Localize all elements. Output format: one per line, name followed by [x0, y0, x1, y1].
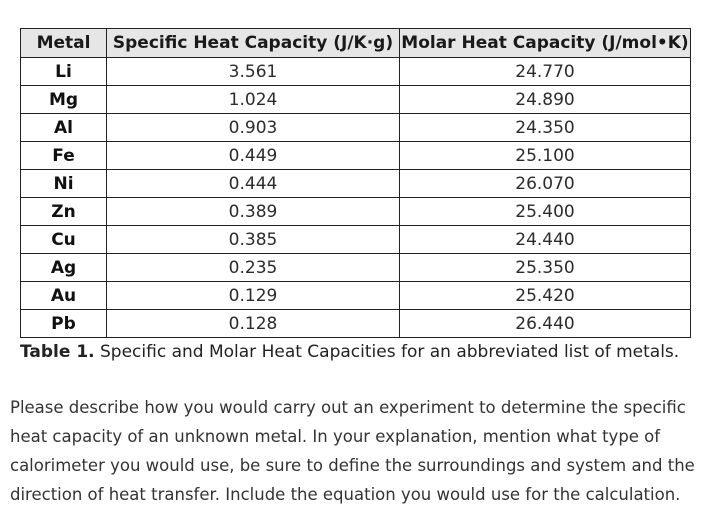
specific-heat-cell: 0.449 — [107, 142, 400, 170]
molar-heat-cell: 24.770 — [400, 58, 691, 86]
specific-heat-cell: 0.385 — [107, 226, 400, 254]
specific-heat-cell: 1.024 — [107, 86, 400, 114]
metal-cell: Au — [21, 282, 107, 310]
table-row — [21, 114, 691, 142]
table-row — [21, 254, 691, 282]
specific-heat-cell: 0.235 — [107, 254, 400, 282]
heat-capacity-table-container — [20, 28, 690, 338]
heat-capacity-table — [20, 28, 691, 338]
header-molar-heat: Molar Heat Capacity (J/mol•K) — [400, 29, 691, 58]
molar-heat-cell: 26.440 — [400, 310, 691, 338]
metal-cell: Li — [21, 58, 107, 86]
metal-cell: Al — [21, 114, 107, 142]
table-row — [21, 282, 691, 310]
molar-heat-cell: 24.350 — [400, 114, 691, 142]
metal-cell: Ni — [21, 170, 107, 198]
table-header-row — [21, 29, 691, 58]
table-row — [21, 86, 691, 114]
metal-cell: Zn — [21, 198, 107, 226]
molar-heat-cell: 26.070 — [400, 170, 691, 198]
table-caption — [20, 342, 710, 362]
specific-heat-cell: 3.561 — [107, 58, 400, 86]
caption-label: Table 1. — [20, 342, 95, 362]
table-row — [21, 310, 691, 338]
metal-cell: Fe — [21, 142, 107, 170]
molar-heat-cell: 25.400 — [400, 198, 691, 226]
table-row — [21, 58, 691, 86]
specific-heat-cell: 0.129 — [107, 282, 400, 310]
caption-text: Specific and Molar Heat Capacities for an abbreviated list of metals. — [94, 342, 680, 362]
clipped-text-fragment — [0, 0, 720, 8]
table-row — [21, 142, 691, 170]
specific-heat-cell: 0.128 — [107, 310, 400, 338]
molar-heat-cell: 24.890 — [400, 86, 691, 114]
metal-cell: Pb — [21, 310, 107, 338]
molar-heat-cell: 25.420 — [400, 282, 691, 310]
specific-heat-cell: 0.444 — [107, 170, 400, 198]
molar-heat-cell: 24.440 — [400, 226, 691, 254]
molar-heat-cell: 25.350 — [400, 254, 691, 282]
metal-cell: Ag — [21, 254, 107, 282]
molar-heat-cell: 25.100 — [400, 142, 691, 170]
metal-cell: Mg — [21, 86, 107, 114]
table-row — [21, 226, 691, 254]
specific-heat-cell: 0.903 — [107, 114, 400, 142]
header-specific-heat: Specific Heat Capacity (J/K·g) — [107, 29, 400, 58]
table-row — [21, 170, 691, 198]
metal-cell: Cu — [21, 226, 107, 254]
specific-heat-cell: 0.389 — [107, 198, 400, 226]
table-row — [21, 198, 691, 226]
question-paragraph: Please describe how you would carry out an experiment to determine the specific heat capacity of an unknown metal. In your explanation, mention what type of calorimeter you would use, be sure to define the surroundings and system and the direction of heat transfer. Include the equation you would use for the calculation. — [10, 398, 695, 504]
header-metal: Metal — [21, 29, 107, 58]
